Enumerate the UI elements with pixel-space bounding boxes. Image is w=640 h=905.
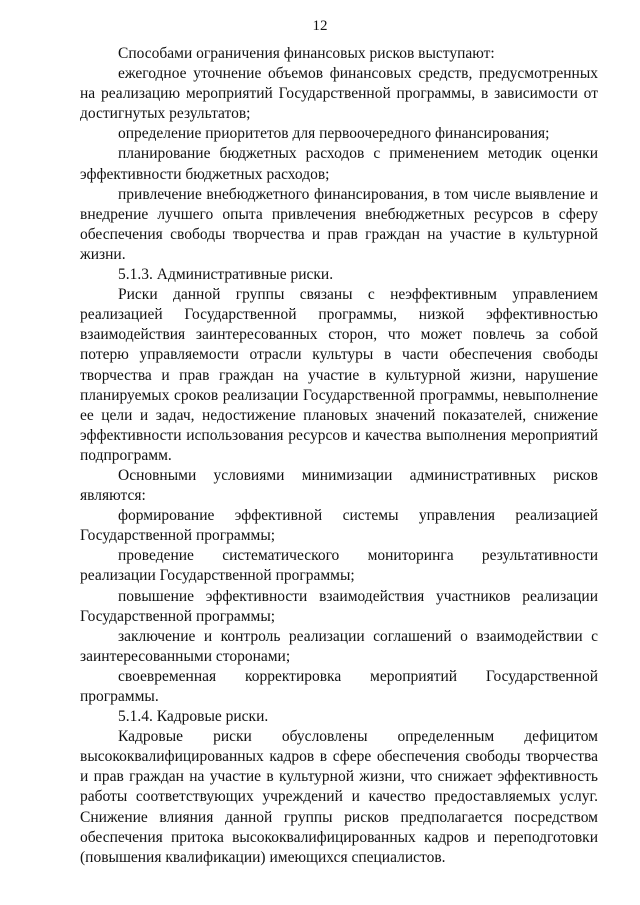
paragraph-annual-clarification: ежегодное уточнение объемов финансовых средств, предусмотренных на реализацию мероприятий Государственной программы, в зависимости от достигнутых результатов; <box>80 65 598 123</box>
paragraph-extrabudgetary-funding: привлечение внебюджетного финансирования, в том числе выявление и внедрение лучшего опыта привлечения внебюджетных ресурсов в сферу обеспечения свободы творчества и прав граждан на участие в культурной жизни. <box>80 185 598 263</box>
paragraph-management-system: формирование эффективной системы управления реализацией Государственной программы; <box>80 507 598 545</box>
paragraph-financial-methods-intro: Способами ограничения финансовых рисков выступают: <box>118 45 495 62</box>
paragraph-priorities: определение приоритетов для первоочередного финансирования; <box>118 125 550 143</box>
paragraph-interaction-efficiency: повышение эффективности взаимодействия участников реализации Государственной программы; <box>80 587 598 625</box>
page-number: 12 <box>312 18 328 34</box>
section-heading-administrative-risks: 5.1.3. Административные риски. <box>118 266 334 284</box>
document-body <box>80 44 598 868</box>
paragraph-minimization-conditions: Основными условиями минимизации административных рисков являются: <box>80 466 598 505</box>
section-heading-personnel-risks: 5.1.4. Кадровые риски. <box>118 708 269 726</box>
paragraph-budget-planning: планирование бюджетных расходов с применением методик оценки эффективности бюджетных расходов; <box>80 145 598 183</box>
paragraph-personnel-risks-description: Кадровые риски обусловлены определенным дефицитом высококвалифицированных кадров в сфере обеспечения свободы творчества и прав граждан на участие в культурной жизни, что снижает эффективность работы соответствующих учреждений и качество предоставляемых услуг. Снижение влияния данной группы рисков предполагается посредством обеспечения притока высококвалифицированных кадров и переподготовки (повышения квалификации) имеющихся специалистов. <box>80 728 598 866</box>
paragraph-agreements: заключение и контроль реализации соглашений о взаимодействии с заинтересованными сторонами; <box>80 627 598 665</box>
paragraph-timely-adjustment: своевременная корректировка мероприятий Государственной программы. <box>80 667 598 705</box>
paragraph-administrative-risks-description: Риски данной группы связаны с неэффективным управлением реализацией Государственной программы, низкой эффективностью взаимодействия заинтересованных сторон, что может повлечь за собой потерю управляемости отрасли культуры в части обеспечения свободы творчества и прав граждан на участие в культурной жизни, нарушение планируемых сроков реализации Государственной программы, невыполнение ее цели и задач, недостижение плановых значений показателей, снижение эффективности использования ресурсов и качества выполнения мероприятий подпрограмм. <box>80 286 598 464</box>
paragraph-monitoring: проведение систематического мониторинга результативности реализации Государственной программы; <box>80 547 598 585</box>
